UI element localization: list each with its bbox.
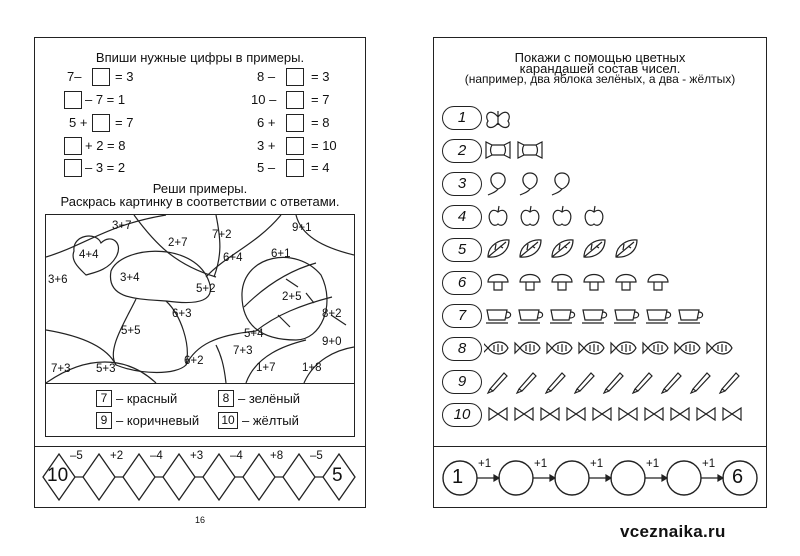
example-4-result: + 2 = 8 (85, 138, 126, 153)
row-number: 5 (442, 238, 482, 262)
picture-example: 9+0 (322, 336, 342, 348)
row-number: 6 (442, 271, 482, 295)
chain-op: –4 (150, 450, 163, 462)
cup-icon[interactable] (582, 310, 607, 323)
bow-icon[interactable] (489, 408, 507, 420)
divider (35, 446, 365, 447)
picture-example: 7+3 (51, 363, 71, 375)
chain-start: 10 (47, 465, 69, 486)
picture-example: 7+2 (212, 229, 232, 241)
picture-example: 2+7 (168, 237, 188, 249)
example-8: 6 + (257, 115, 276, 130)
example-3-result: = 7 (115, 115, 134, 130)
example-1: 7– (67, 69, 82, 84)
example-5-result: – 3 = 2 (85, 160, 126, 175)
fish-icon[interactable] (579, 342, 604, 354)
apple-icon[interactable] (489, 206, 507, 225)
chain-end: 5 (332, 465, 343, 486)
items-area (484, 100, 764, 440)
picture-example: 7+3 (233, 345, 253, 357)
balloon-icon[interactable] (520, 173, 537, 195)
picture-example: 5+4 (244, 328, 264, 340)
task2-title: Реши примеры. (152, 181, 248, 196)
butterfly-icon[interactable] (487, 111, 510, 127)
picture-example: 3+6 (48, 274, 68, 286)
bow-icon[interactable] (541, 408, 559, 420)
circle-chain (440, 456, 762, 500)
picture-example: 5+3 (96, 363, 116, 375)
mushroom-icon[interactable] (616, 275, 636, 291)
cup-icon[interactable] (614, 310, 639, 323)
picture-example: 5+5 (121, 325, 141, 337)
pencil-icon[interactable] (575, 373, 594, 393)
candy-icon[interactable] (486, 142, 510, 158)
example-9: 3 + (257, 138, 276, 153)
example-3: 5 + (69, 115, 88, 130)
legend-number: 9 (96, 412, 112, 429)
answer-box[interactable] (286, 137, 304, 155)
cup-icon[interactable] (486, 310, 511, 323)
bow-icon[interactable] (645, 408, 663, 420)
legend-number: 7 (96, 390, 112, 407)
example-7-result: = 7 (311, 92, 330, 107)
right-title-example: (например, два яблока зелёных, а два - жёлтых) (464, 72, 736, 86)
picture-example: 8+2 (322, 308, 342, 320)
right-page (433, 37, 767, 508)
row-number: 2 (442, 139, 482, 163)
bow-icon[interactable] (697, 408, 715, 420)
picture-example: 3+7 (112, 220, 132, 232)
answer-box[interactable] (286, 159, 304, 177)
coloring-picture[interactable] (45, 214, 355, 384)
legend-number: 8 (218, 390, 234, 407)
bow-icon[interactable] (671, 408, 689, 420)
row-number: 1 (442, 106, 482, 130)
task1-title: Впиши нужные цифры в примеры. (95, 50, 305, 65)
task2-subtitle: Раскрась картинку в соответствии с ответами. (60, 194, 340, 209)
example-1-result: = 3 (115, 69, 134, 84)
leaf-icon[interactable] (584, 240, 605, 257)
mushroom-icon[interactable] (584, 275, 604, 291)
bow-icon[interactable] (723, 408, 741, 420)
row-number: 4 (442, 205, 482, 229)
fish-icon[interactable] (547, 342, 572, 354)
watermark: vceznaika.ru (620, 522, 726, 541)
cup-icon[interactable] (550, 310, 575, 323)
fish-icon[interactable] (643, 342, 668, 354)
legend-color: – зелёный (238, 391, 301, 406)
right-title: Покажи с помощью цветных (514, 50, 686, 65)
chain-op: +1 (646, 458, 660, 470)
legend-color: – коричневый (116, 413, 200, 428)
example-6: 8 – (257, 69, 276, 84)
picture-example: 6+2 (184, 355, 204, 367)
chain-op: +1 (590, 458, 604, 470)
bow-icon[interactable] (619, 408, 637, 420)
row-number: 10 (442, 403, 482, 427)
mushroom-icon[interactable] (648, 275, 668, 291)
legend-color: – красный (116, 391, 178, 406)
mushroom-icon[interactable] (520, 275, 540, 291)
pencil-icon[interactable] (720, 373, 739, 393)
bow-icon[interactable] (567, 408, 585, 420)
chain-op: +3 (190, 450, 204, 462)
example-8-result: = 8 (311, 115, 330, 130)
mushroom-icon[interactable] (488, 275, 508, 291)
leaf-icon[interactable] (520, 240, 541, 257)
balloon-icon[interactable] (552, 173, 569, 195)
row-number: 8 (442, 337, 482, 361)
chain-op: +1 (478, 458, 492, 470)
example-10: 5 – (257, 160, 276, 175)
color-legend (45, 382, 355, 437)
apple-icon[interactable] (521, 206, 539, 225)
fish-icon[interactable] (611, 342, 636, 354)
fish-icon[interactable] (707, 342, 732, 354)
pencil-icon[interactable] (662, 373, 681, 393)
page-number: 16 (195, 515, 206, 525)
divider (434, 446, 766, 447)
left-page (34, 37, 366, 508)
answer-box[interactable] (92, 68, 110, 86)
example-6-result: = 3 (311, 69, 330, 84)
example-2-result: – 7 = 1 (85, 92, 126, 107)
picture-example: 6+3 (172, 308, 192, 320)
apple-icon[interactable] (553, 206, 571, 225)
apple-icon[interactable] (585, 206, 603, 225)
legend-number: 10 (218, 412, 238, 429)
pencil-icon[interactable] (488, 373, 507, 393)
picture-example: 6+1 (271, 248, 291, 260)
diamond-chain (39, 452, 361, 502)
chain-op: +1 (534, 458, 548, 470)
cup-icon[interactable] (646, 310, 671, 323)
leaf-icon[interactable] (488, 240, 509, 257)
bow-icon[interactable] (515, 408, 533, 420)
pencil-icon[interactable] (546, 373, 565, 393)
example-10-result: = 4 (311, 160, 330, 175)
fish-icon[interactable] (675, 342, 700, 354)
pencil-icon[interactable] (604, 373, 623, 393)
example-9-result: = 10 (311, 138, 337, 153)
right-title-line2: карандашей состав чисел. (519, 61, 681, 76)
answer-box[interactable] (64, 91, 82, 109)
fish-icon[interactable] (515, 342, 540, 354)
picture-example: 4+4 (79, 249, 99, 261)
bow-icon[interactable] (593, 408, 611, 420)
chain-op: –4 (230, 450, 243, 462)
row-number: 7 (442, 304, 482, 328)
chain-start: 1 (452, 466, 464, 488)
pencil-icon[interactable] (517, 373, 536, 393)
chain-op: –5 (310, 450, 323, 462)
picture-example: 1+7 (256, 362, 276, 374)
answer-box[interactable] (64, 137, 82, 155)
answer-box[interactable] (286, 114, 304, 132)
fish-icon[interactable] (484, 342, 508, 354)
cup-icon[interactable] (518, 310, 543, 323)
pencil-icon[interactable] (691, 373, 710, 393)
answer-box[interactable] (286, 91, 304, 109)
candy-icon[interactable] (518, 142, 542, 158)
answer-box[interactable] (92, 114, 110, 132)
cup-icon[interactable] (678, 310, 703, 323)
picture-example: 6+4 (223, 252, 243, 264)
legend-color: – жёлтый (242, 413, 299, 428)
example-7: 10 – (251, 92, 277, 107)
chain-op: –5 (70, 450, 83, 462)
picture-example: 3+4 (120, 272, 140, 284)
chain-op: +8 (270, 450, 284, 462)
chain-op: +2 (110, 450, 124, 462)
picture-example: 2+5 (282, 291, 302, 303)
leaf-icon[interactable] (616, 240, 637, 257)
picture-example: 1+8 (302, 362, 322, 374)
row-number: 9 (442, 370, 482, 394)
pencil-icon[interactable] (633, 373, 652, 393)
answer-box[interactable] (286, 68, 304, 86)
balloon-icon[interactable] (488, 173, 505, 195)
answer-box[interactable] (64, 159, 82, 177)
mushroom-icon[interactable] (552, 275, 572, 291)
leaf-icon[interactable] (552, 240, 573, 257)
row-number: 3 (442, 172, 482, 196)
chain-end: 6 (732, 466, 744, 488)
chain-op: +1 (702, 458, 716, 470)
picture-example: 5+2 (196, 283, 216, 295)
picture-example: 9+1 (292, 222, 312, 234)
